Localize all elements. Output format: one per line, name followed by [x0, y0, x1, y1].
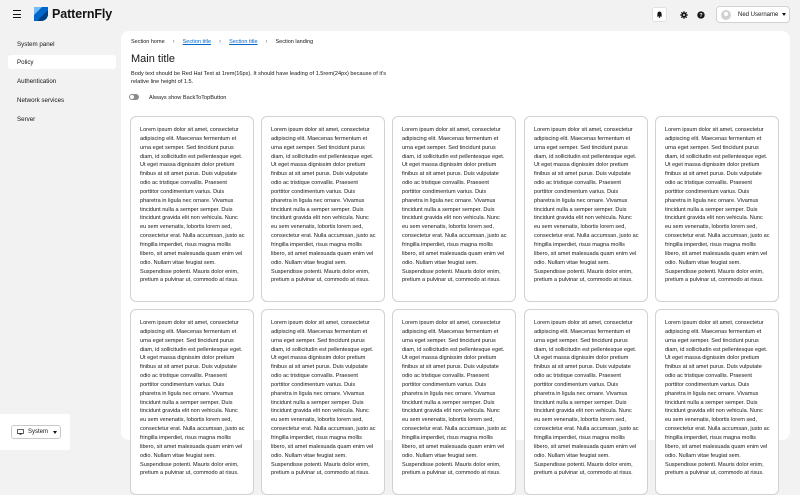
- theme-select[interactable]: [11, 425, 61, 439]
- sidebar-item-authentication[interactable]: Authentication: [17, 77, 57, 85]
- card: [392, 309, 516, 495]
- card: [130, 309, 254, 495]
- svg-text:?: ?: [698, 12, 703, 19]
- card-body: Lorem ipsum dolor sit amet, consectetur adipiscing elit. Maecenas fermentum et urna eget semper. Sed tincidunt purus diam, id sollicitudin est pellentesque eget. Ut eget massa dignissim dolor pretium finibus at sit amet purus. Duis vulputate odio ac tristique convallis. Praesent porttitor condimentum varius. Duis pharetra in ligula nec ornare. Vivamus tincidunt nulla a semper semper. Duis tincidunt gravida elit non vehicula. Nunc eu sem venenatis, lobortis lorem sed, consectetur erat. Nulla accumsan, justo ac fringilla imperdiet, risus magna mollis libero, sit amet malesuada quam enim vel odio. Nullam vitae feugiat sem. Suspendisse potenti. Mauris dolor enim, pretium a pulvinar ut, commodo at risus.: [534, 127, 639, 284]
- breadcrumb-item-section-2[interactable]: Section title: [229, 39, 258, 45]
- card-body: Lorem ipsum dolor sit amet, consectetur adipiscing elit. Maecenas fermentum et urna eget semper. Sed tincidunt purus diam, id sollicitudin est pellentesque eget. Ut eget massa dignissim dolor pretium finibus at sit amet purus. Duis vulputate odio ac tristique convallis. Praesent porttitor condimentum varius. Duis pharetra in ligula nec ornare. Vivamus tincidunt nulla a semper semper. Duis tincidunt gravida elit non vehicula. Nunc eu sem venenatis, lobortis lorem sed, consectetur erat. Nulla accumsan, justo ac fringilla imperdiet, risus magna mollis libero, sit amet malesuada quam enim vel odio. Nullam vitae feugiat sem. Suspendisse potenti. Mauris dolor enim, pretium a pulvinar ut, commodo at risus.: [271, 320, 376, 477]
- card: [130, 116, 254, 302]
- card-body: Lorem ipsum dolor sit amet, consectetur adipiscing elit. Maecenas fermentum et urna eget semper. Sed tincidunt purus diam, id sollicitudin est pellentesque eget. Ut eget massa dignissim dolor pretium finibus at sit amet purus. Duis vulputate odio ac tristique convallis. Praesent porttitor condimentum varius. Duis pharetra in ligula nec ornare. Vivamus tincidunt nulla a semper semper. Duis tincidunt gravida elit non vehicula. Nunc eu sem venenatis, lobortis lorem sed, consectetur erat. Nulla accumsan, justo ac fringilla imperdiet, risus magna mollis libero, sit amet malesuada quam enim vel odio. Nullam vitae feugiat sem. Suspendisse potenti. Mauris dolor enim, pretium a pulvinar ut, commodo at risus.: [665, 320, 770, 477]
- settings-button[interactable]: [676, 7, 691, 22]
- card: [261, 309, 385, 495]
- main-content: [121, 31, 790, 477]
- chevron-down-icon: [53, 431, 57, 434]
- back-to-top-toggle[interactable]: [129, 94, 139, 100]
- patternfly-logo-icon: [33, 6, 49, 22]
- card: [655, 309, 779, 495]
- card-body: Lorem ipsum dolor sit amet, consectetur adipiscing elit. Maecenas fermentum et urna eget semper. Sed tincidunt purus diam, id sollicitudin est pellentesque eget. Ut eget massa dignissim dolor pretium finibus at sit amet purus. Duis vulputate odio ac tristique convallis. Praesent porttitor condimentum varius. Duis pharetra in ligula nec ornare. Vivamus tincidunt nulla a semper semper. Duis tincidunt gravida elit non vehicula. Nunc eu sem venenatis, lobortis lorem sed, consectetur erat. Nulla accumsan, justo ac fringilla imperdiet, risus magna mollis libero, sit amet malesuada quam enim vel odio. Nullam vitae feugiat sem. Suspendisse potenti. Mauris dolor enim, pretium a pulvinar ut, commodo at risus.: [534, 320, 639, 477]
- chevron-down-icon: [782, 13, 786, 16]
- sidebar-item-server[interactable]: Server: [17, 115, 36, 123]
- sidebar-item-system-panel[interactable]: System panel: [17, 40, 55, 48]
- sidebar: [0, 28, 120, 450]
- user-name: Ned Username: [738, 11, 779, 18]
- card-body: Lorem ipsum dolor sit amet, consectetur adipiscing elit. Maecenas fermentum et urna eget semper. Sed tincidunt purus diam, id sollicitudin est pellentesque eget. Ut eget massa dignissim dolor pretium finibus at sit amet purus. Duis vulputate odio ac tristique convallis. Praesent porttitor condimentum varius. Duis pharetra in ligula nec ornare. Vivamus tincidunt nulla a semper semper. Duis tincidunt gravida elit non vehicula. Nunc eu sem venenatis, lobortis lorem sed, consectetur erat. Nulla accumsan, justo ac fringilla imperdiet, risus magna mollis libero, sit amet malesuada quam enim vel odio. Nullam vitae feugiat sem. Suspendisse potenti. Mauris dolor enim, pretium a pulvinar ut, commodo at risus.: [402, 320, 507, 477]
- breadcrumb-item-current: Section landing: [275, 39, 314, 45]
- question-circle-icon: [697, 11, 705, 19]
- card: [524, 116, 648, 302]
- help-button[interactable]: [693, 7, 708, 22]
- card: [392, 116, 516, 302]
- chevron-right-icon: ›: [265, 39, 268, 45]
- gear-icon: [680, 11, 688, 19]
- card: [524, 309, 648, 495]
- user-dropdown[interactable]: [716, 6, 790, 23]
- breadcrumb-item-home[interactable]: Section home: [131, 39, 165, 45]
- page-title: Main title: [131, 53, 176, 65]
- card-body: Lorem ipsum dolor sit amet, consectetur adipiscing elit. Maecenas fermentum et urna eget semper. Sed tincidunt purus diam, id sollicitudin est pellentesque eget. Ut eget massa dignissim dolor pretium finibus at sit amet purus. Duis vulputate odio ac tristique convallis. Praesent porttitor condimentum varius. Duis pharetra in ligula nec ornare. Vivamus tincidunt nulla a semper semper. Duis tincidunt gravida elit non vehicula. Nunc eu sem venenatis, lobortis lorem sed, consectetur erat. Nulla accumsan, justo ac fringilla imperdiet, risus magna mollis libero, sit amet malesuada quam enim vel odio. Nullam vitae feugiat sem. Suspendisse potenti. Mauris dolor enim, pretium a pulvinar ut, commodo at risus.: [140, 320, 245, 477]
- page-description: Body text should be Red Hat Text at 1rem(16px). It should have leading of 1.5rem(24px) because of it’s relative line height of 1.5.: [131, 71, 387, 86]
- brand-logo[interactable]: [33, 6, 112, 22]
- card-body: Lorem ipsum dolor sit amet, consectetur adipiscing elit. Maecenas fermentum et urna eget semper. Sed tincidunt purus diam, id sollicitudin est pellentesque eget. Ut eget massa dignissim dolor pretium finibus at sit amet purus. Duis vulputate odio ac tristique convallis. Praesent porttitor condimentum varius. Duis pharetra in ligula nec ornare. Vivamus tincidunt nulla a semper semper. Duis tincidunt gravida elit non vehicula. Nunc eu sem venenatis, lobortis lorem sed, consectetur erat. Nulla accumsan, justo ac fringilla imperdiet, risus magna mollis libero, sit amet malesuada quam enim vel odio. Nullam vitae feugiat sem. Suspendisse potenti. Mauris dolor enim, pretium a pulvinar ut, commodo at risus.: [271, 127, 376, 284]
- chevron-right-icon: ›: [219, 39, 222, 45]
- toggle-label: Always show BackToTopButton: [149, 95, 227, 101]
- sidebar-item-network-services[interactable]: Network services: [17, 96, 65, 104]
- monitor-icon: [17, 429, 24, 435]
- masthead: [0, 0, 800, 28]
- notifications-button[interactable]: [652, 7, 667, 22]
- breadcrumb-item-section-1[interactable]: Section title: [182, 39, 212, 45]
- card-body: Lorem ipsum dolor sit amet, consectetur adipiscing elit. Maecenas fermentum et urna eget semper. Sed tincidunt purus diam, id sollicitudin est pellentesque eget. Ut eget massa dignissim dolor pretium finibus at sit amet purus. Duis vulputate odio ac tristique convallis. Praesent porttitor condimentum varius. Duis pharetra in ligula nec ornare. Vivamus tincidunt nulla a semper semper. Duis tincidunt gravida elit non vehicula. Nunc eu sem venenatis, lobortis lorem sed, consectetur erat. Nulla accumsan, justo ac fringilla imperdiet, risus magna mollis libero, sit amet malesuada quam enim vel odio. Nullam vitae feugiat sem. Suspendisse potenti. Mauris dolor enim, pretium a pulvinar ut, commodo at risus.: [140, 127, 245, 284]
- avatar: [721, 10, 731, 20]
- chevron-right-icon: ›: [172, 39, 175, 45]
- bell-icon: [656, 11, 663, 18]
- hamburger-menu-icon[interactable]: [13, 10, 21, 18]
- card: [655, 116, 779, 302]
- breadcrumb: [131, 39, 313, 45]
- card: [261, 116, 385, 302]
- sidebar-item-policy[interactable]: Policy: [8, 55, 116, 69]
- brand-name: PatternFly: [52, 7, 113, 21]
- card-body: Lorem ipsum dolor sit amet, consectetur adipiscing elit. Maecenas fermentum et urna eget semper. Sed tincidunt purus diam, id sollicitudin est pellentesque eget. Ut eget massa dignissim dolor pretium finibus at sit amet purus. Duis vulputate odio ac tristique convallis. Praesent porttitor condimentum varius. Duis pharetra in ligula nec ornare. Vivamus tincidunt nulla a semper semper. Duis tincidunt gravida elit non vehicula. Nunc eu sem venenatis, lobortis lorem sed, consectetur erat. Nulla accumsan, justo ac fringilla imperdiet, risus magna mollis libero, sit amet malesuada quam enim vel odio. Nullam vitae feugiat sem. Suspendisse potenti. Mauris dolor enim, pretium a pulvinar ut, commodo at risus.: [665, 127, 770, 284]
- card-body: Lorem ipsum dolor sit amet, consectetur adipiscing elit. Maecenas fermentum et urna eget semper. Sed tincidunt purus diam, id sollicitudin est pellentesque eget. Ut eget massa dignissim dolor pretium finibus at sit amet purus. Duis vulputate odio ac tristique convallis. Praesent porttitor condimentum varius. Duis pharetra in ligula nec ornare. Vivamus tincidunt nulla a semper semper. Duis tincidunt gravida elit non vehicula. Nunc eu sem venenatis, lobortis lorem sed, consectetur erat. Nulla accumsan, justo ac fringilla imperdiet, risus magna mollis libero, sit amet malesuada quam enim vel odio. Nullam vitae feugiat sem. Suspendisse potenti. Mauris dolor enim, pretium a pulvinar ut, commodo at risus.: [402, 127, 507, 284]
- theme-select-value: System: [28, 429, 49, 435]
